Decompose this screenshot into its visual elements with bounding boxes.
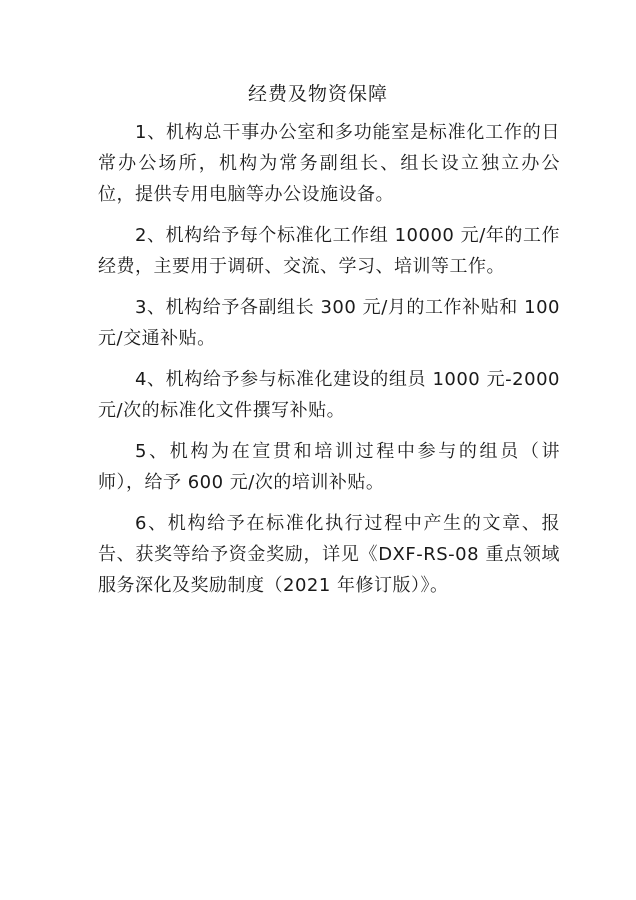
paragraph-5: 5、机构为在宣贯和培训过程中参与的组员（讲师），给予 600 元/次的培训补贴。 xyxy=(98,441,560,493)
paragraph-1: 1、机构总干事办公室和多功能室是标准化工作的日常办公场所，机构为常务副组长、组长设立独立办公位，提供专用电脑等办公设施设备。 xyxy=(98,122,560,205)
document-body xyxy=(98,117,560,611)
paragraph-3: 3、机构给予各副组长 300 元/月的工作补贴和 100 元/交通补贴。 xyxy=(98,297,560,349)
paragraph-2: 2、机构给予每个标准化工作组 10000 元/年的工作经费，主要用于调研、交流、学习、培训等工作。 xyxy=(98,225,561,277)
paragraph-4: 4、机构给予参与标准化建设的组员 1000 元-2000 元/次的标准化文件撰写补贴。 xyxy=(98,369,560,421)
document-title: 经费及物资保障 xyxy=(247,83,388,105)
paragraph-6: 6、机构给予在标准化执行过程中产生的文章、报告、获奖等给予资金奖励，详见《DXF-RS-08 重点领域服务深化及奖励制度（2021 年修订版）》。 xyxy=(98,513,560,596)
